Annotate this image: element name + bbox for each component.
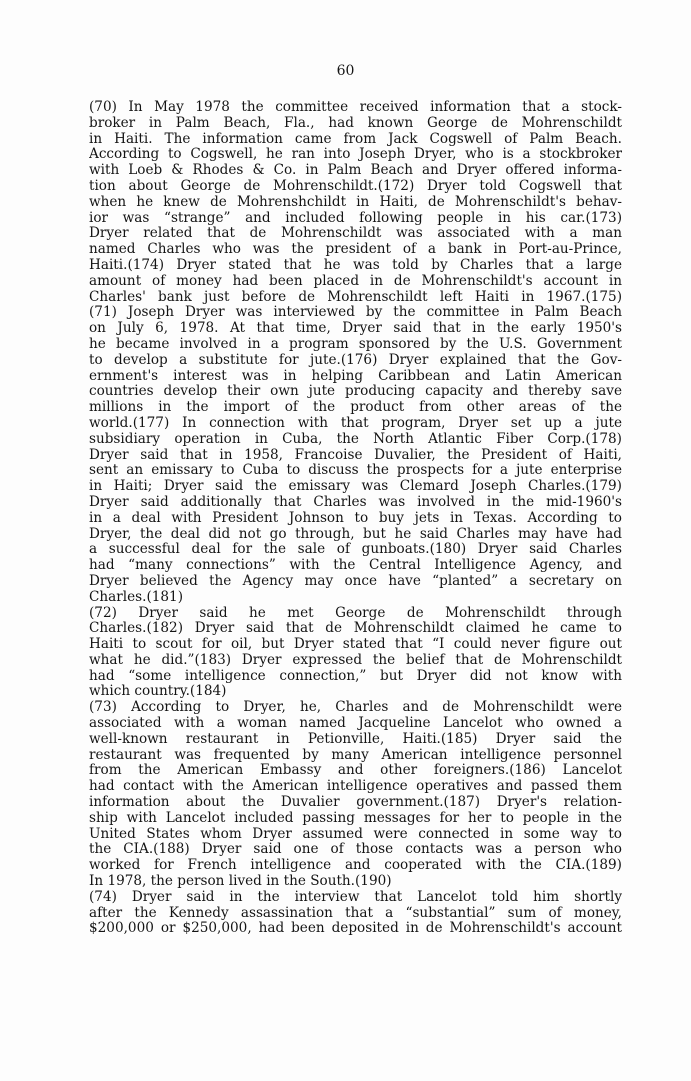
text-line: Dryer related that de Mohrenschildt was associated with a man: [89, 226, 622, 242]
text-line: he became involved in a program sponsored by the U.S. Government: [89, 336, 622, 352]
text-line: what he did.”(183) Dryer expressed the belief that de Mohrenschildt: [89, 652, 622, 668]
text-line: millions in the import of the product from other areas of the: [89, 400, 622, 416]
text-line: Haiti.(174) Dryer stated that he was told by Charles that a large: [89, 257, 622, 273]
text-line: in Haiti; Dryer said the emissary was Clemard Joseph Charles.(179): [89, 479, 622, 495]
text-line: named Charles who was the president of a bank in Port-au-Prince,: [89, 242, 622, 258]
text-line: subsidiary operation in Cuba, the North Atlantic Fiber Corp.(178): [89, 431, 622, 447]
text-line: $200,000 or $250,000, had been deposited in de Mohrenschildt's account: [89, 921, 622, 937]
text-line: According to Cogswell, he ran into Joseph Dryer, who is a stockbroker: [89, 147, 622, 163]
text-line: ior was “strange” and included following people in his car.(173): [89, 210, 622, 226]
text-line: on July 6, 1978. At that time, Dryer said that in the early 1950's: [89, 321, 622, 337]
text-line: the CIA.(188) Dryer said one of those contacts was a person who: [89, 842, 622, 858]
text-line: Haiti to scout for oil, but Dryer stated that “I could never figure out: [89, 637, 622, 653]
text-line: with Loeb & Rhodes & Co. in Palm Beach and Dryer offered informa-: [89, 163, 622, 179]
text-line: worked for French intelligence and cooperated with the CIA.(189): [89, 858, 622, 874]
page-number: 60: [336, 63, 355, 79]
text-line: had “some intelligence connection,” but Dryer did not know with: [89, 668, 622, 684]
text-line: had “many connections” with the Central Intelligence Agency, and: [89, 558, 622, 574]
text-line: amount of money had been placed in de Mohrenschildt's account in: [89, 273, 622, 289]
text-line: tion about George de Mohrenschildt.(172) Dryer told Cogswell that: [89, 178, 622, 194]
text-line: countries develop their own jute producing capacity and thereby save: [89, 384, 622, 400]
text-line: when he knew de Mohrenshchildt in Haiti, de Mohrenschildt's behav-: [89, 194, 622, 210]
text-line: (72) Dryer said he met George de Mohrenschildt through: [89, 605, 622, 621]
text-line: information about the Duvalier government.(187) Dryer's relation-: [89, 795, 622, 811]
text-line: In 1978, the person lived in the South.(190): [89, 874, 392, 890]
text-line: well-known restaurant in Petionville, Haiti.(185) Dryer said the: [89, 731, 622, 747]
text-line: (74) Dryer said in the interview that Lancelot told him shortly: [89, 889, 622, 905]
text-line: Dryer said that in 1958, Francoise Duvalier, the President of Haiti,: [89, 447, 622, 463]
text-line: from the American Embassy and other foreigners.(186) Lancelot: [89, 763, 622, 779]
body-text: [89, 100, 622, 937]
text-line: world.(177) In connection with that program, Dryer set up a jute: [89, 415, 622, 431]
text-line: Charles.(182) Dryer said that de Mohrenschildt claimed he came to: [89, 621, 622, 637]
text-line: to develop a substitute for jute.(176) Dryer explained that the Gov-: [89, 352, 622, 368]
text-line: Charles' bank just before de Mohrenschildt left Haiti in 1967.(175): [89, 289, 622, 305]
text-line: sent an emissary to Cuba to discuss the prospects for a jute enterprise: [89, 463, 622, 479]
text-line: ship with Lancelot included passing messages for her to people in the: [89, 810, 622, 826]
text-line: Charles.(181): [89, 589, 184, 605]
text-line: in Haiti. The information came from Jack Cogswell of Palm Beach.: [89, 131, 622, 147]
text-line: after the Kennedy assassination that a “substantial” sum of money,: [89, 905, 622, 921]
text-line: ernment's interest was in helping Caribbean and Latin American: [89, 368, 622, 384]
text-line: associated with a woman named Jacqueline Lancelot who owned a: [89, 716, 622, 732]
text-line: (70) In May 1978 the committee received information that a stock-: [89, 100, 622, 115]
text-line: broker in Palm Beach, Fla., had known George de Mohrenschildt: [89, 115, 622, 131]
text-line: in a deal with President Johnson to buy jets in Texas. According to: [89, 510, 622, 526]
text-line: which country.(184): [89, 684, 227, 700]
text-line: restaurant was frequented by many American intelligence personnel: [89, 747, 622, 763]
text-line: Dryer, the deal did not go through, but he said Charles may have had: [89, 526, 622, 542]
text-line: (73) According to Dryer, he, Charles and de Mohrenschildt were: [89, 700, 622, 716]
text-line: a successful deal for the sale of gunboats.(180) Dryer said Charles: [89, 542, 622, 558]
text-line: Dryer said additionally that Charles was involved in the mid-1960's: [89, 494, 622, 510]
text-line: (71) Joseph Dryer was interviewed by the committee in Palm Beach: [89, 305, 622, 321]
text-line: Dryer believed the Agency may once have “planted” a secretary on: [89, 573, 622, 589]
text-line: had contact with the American intelligence operatives and passed them: [89, 779, 622, 795]
text-line: United States whom Dryer assumed were connected in some way to: [89, 826, 622, 842]
